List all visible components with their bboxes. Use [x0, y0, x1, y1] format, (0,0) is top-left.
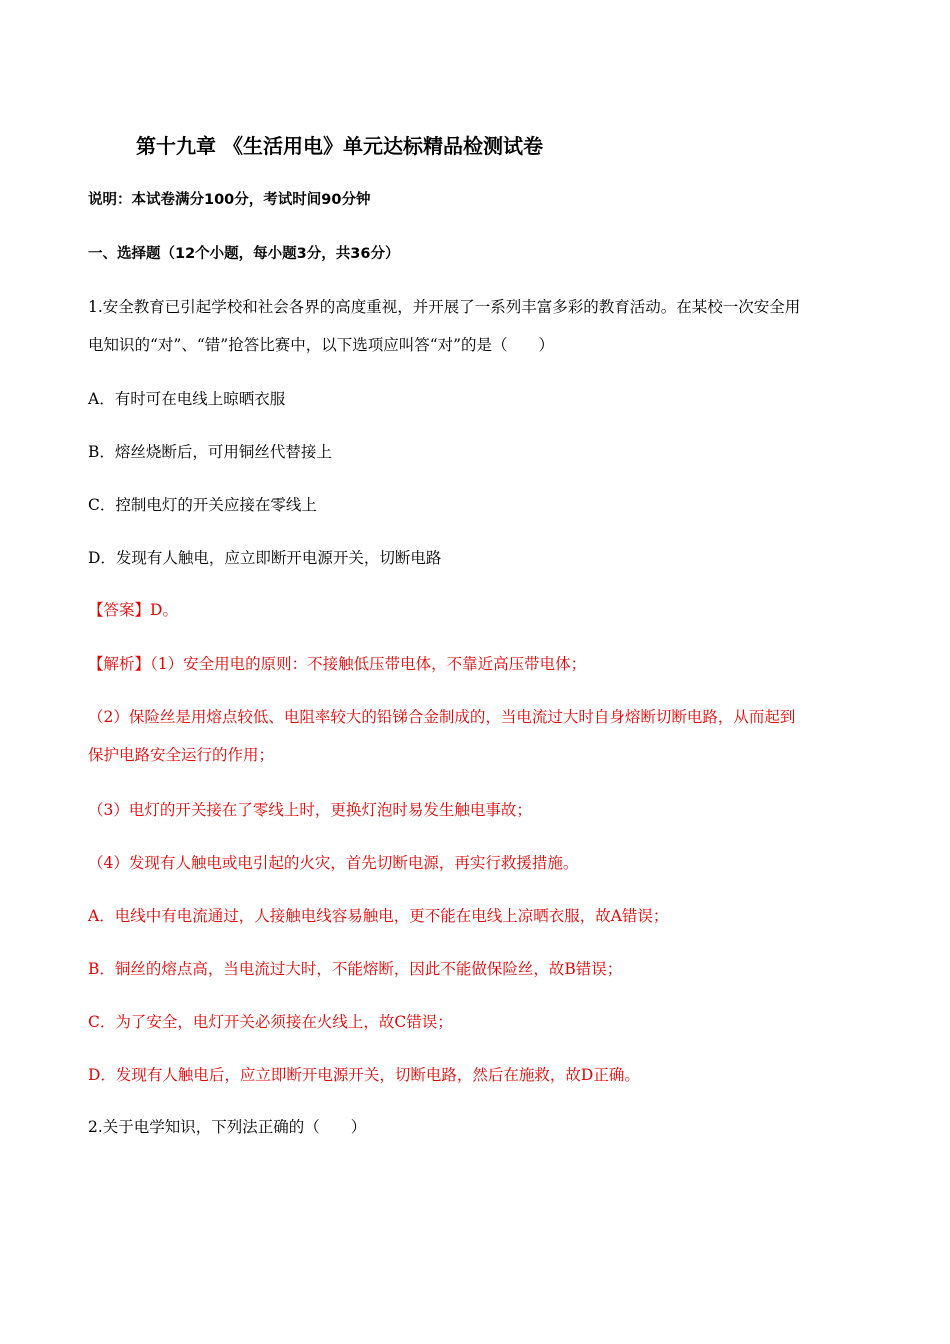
analysis-tag: 【解析】 — [88, 655, 151, 673]
analysis-line-2: （2）保险丝是用熔点较低、电阻率较大的铅锑合金制成的，当电流过大时自身熔断切断电路，从而起到 — [88, 708, 796, 726]
question-1-option-b: B．熔丝烧断后，可用铜丝代替接上 — [88, 443, 332, 461]
analysis-line-9: D．发现有人触电后，应立即断开电源开关，切断电路，然后在施救，故D正确。 — [88, 1066, 640, 1084]
analysis-line-1 — [88, 654, 586, 674]
analysis-text: （1）安全用电的原则：不接触低压带电体，不靠近高压带电体； — [150, 655, 587, 673]
analysis-line-3: 保护电路安全运行的作用； — [88, 746, 275, 764]
analysis-line-6: A．电线中有电流通过，人接触电线容易触电，更不能在电线上凉晒衣服，故A错误； — [88, 907, 669, 925]
question-1-option-d: D．发现有人触电，应立即断开电源开关，切断电路 — [88, 549, 442, 567]
analysis-line-7: B．铜丝的熔点高，当电流过大时，不能熔断，因此不能做保险丝，故B错误； — [88, 960, 623, 978]
exam-note: 说明：本试卷满分100分，考试时间90分钟 — [88, 192, 371, 208]
question-1-option-c: C．控制电灯的开关应接在零线上 — [88, 496, 317, 514]
answer-line — [88, 600, 178, 620]
question-1-stem-line-2: 电知识的“对”、“错”抢答比赛中，以下选项应叫答“对”的是（ ） — [88, 336, 555, 354]
page-title: 第十九章 《生活用电》单元达标精品检测试卷 — [136, 134, 543, 158]
analysis-line-4: （3）电灯的开关接在了零线上时，更换灯泡时易发生触电事故； — [88, 801, 532, 819]
answer-value: D。 — [150, 601, 178, 619]
question-1-stem-line-1: 1.安全教育已引起学校和社会各界的高度重视，并开展了一系列丰富多彩的教育活动。在某校一次安全用 — [88, 298, 801, 316]
analysis-line-8: C．为了安全，电灯开关必须接在火线上，故C错误； — [88, 1013, 453, 1031]
analysis-line-5: （4）发现有人触电或电引起的火灾，首先切断电源，再实行救援措施。 — [88, 854, 579, 872]
question-1-option-a: A．有时可在电线上晾晒衣服 — [88, 390, 286, 408]
question-2-stem: 2.关于电学知识，下列法正确的（ ） — [88, 1118, 367, 1136]
answer-tag: 【答案】 — [88, 601, 151, 619]
section-heading: 一、选择题（12个小题，每小题3分，共36分） — [88, 246, 400, 262]
